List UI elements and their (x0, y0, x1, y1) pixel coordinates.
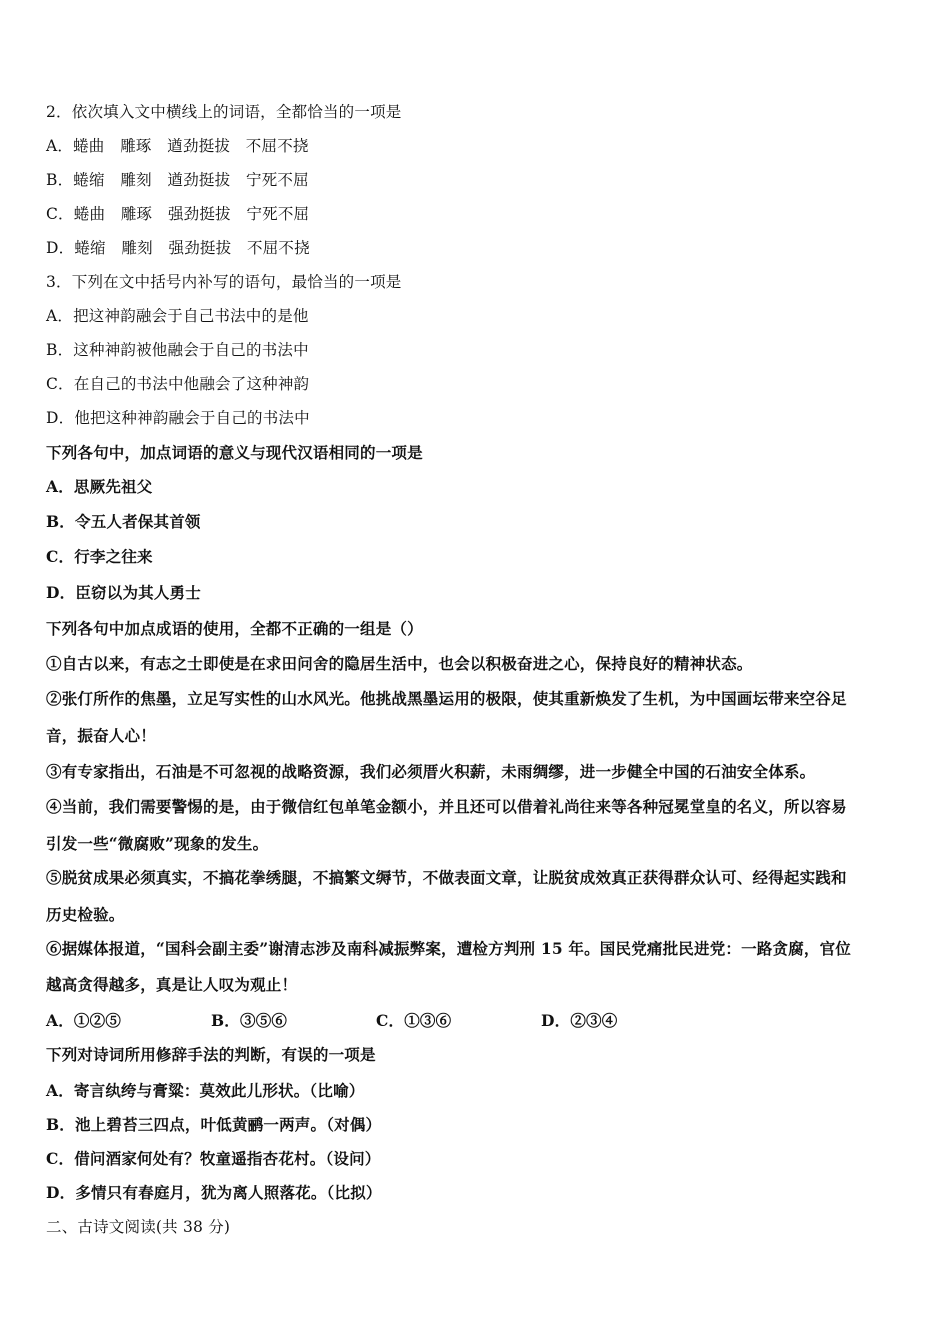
q5-choice-a: A．①②⑤ (46, 1011, 122, 1030)
q5-item-5-cont: 历史检验。 (46, 905, 125, 924)
q2-stem: 2．依次填入文中横线上的词语，全都恰当的一项是 (46, 103, 402, 121)
q5-choice-b: B．③⑤⑥ (211, 1011, 288, 1030)
q3-stem: 3．下列在文中括号内补写的语句，最恰当的一项是 (46, 273, 402, 291)
q5-item-2: ②张仃所作的焦墨，立足写实性的山水风光。他挑战黑墨运用的极限，使其重新焕发了生机，为中国画坛带来空谷足 (46, 689, 847, 708)
q5-item-3: ③有专家指出，石油是不可忽视的战略资源，我们必须厝火积薪，未雨绸缪，进一步健全中国的石油安全体系。 (46, 762, 816, 781)
q5-item-6: ⑥据媒体报道，“国科会副主委”谢清志涉及南科减振弊案，遭检方判刑 15 年。国民党痛批民进党：一路贪腐，官位 (46, 939, 851, 958)
q4-option-c: C．行李之往来 (46, 547, 153, 566)
q6-option-d: D．多情只有春庭月，犹为离人照落花。（比拟） (46, 1183, 382, 1202)
q2-option-a: A．蜷曲 雕琢 遒劲挺拔 不屈不挠 (46, 137, 309, 155)
q2-option-c: C．蜷曲 雕琢 强劲挺拔 宁死不屈 (46, 205, 310, 223)
q5-item-4-cont: 引发一些“微腐败”现象的发生。 (46, 834, 269, 853)
q3-option-a: A．把这神韵融会于自己书法中的是他 (46, 307, 309, 325)
q5-choices (46, 1011, 646, 1031)
q5-item-2-cont: 音，振奋人心！ (46, 726, 156, 745)
q6-stem: 下列对诗词所用修辞手法的判断，有误的一项是 (46, 1045, 376, 1064)
q3-option-c: C．在自己的书法中他融会了这种神韵 (46, 375, 310, 393)
q4-option-a: A．思厥先祖父 (46, 477, 153, 496)
q5-item-4: ④当前，我们需要警惕的是，由于微信红包单笔金额小，并且还可以借着礼尚往来等各种冠冕堂皇的名义，所以容易 (46, 797, 847, 816)
q4-option-d: D．臣窃以为其人勇士 (46, 583, 201, 602)
q2-option-d: D．蜷缩 雕刻 强劲挺拔 不屈不挠 (46, 239, 310, 257)
q5-item-5: ⑤脱贫成果必须真实，不搞花拳绣腿，不搞繁文缛节，不做表面文章，让脱贫成效真正获得群众认可、经得起实践和 (46, 868, 847, 887)
q6-option-a: A．寄言纨绔与膏粱：莫效此儿形状。（比喻） (46, 1081, 365, 1100)
q3-option-b: B．这种神韵被他融会于自己的书法中 (46, 341, 309, 359)
section-heading: 二、古诗文阅读(共 38 分) (46, 1218, 231, 1236)
q5-choice-d: D．②③④ (541, 1011, 618, 1030)
q5-item-1: ①自古以来，有志之士即使是在求田问舍的隐居生活中，也会以积极奋进之心，保持良好的精神状态。 (46, 654, 753, 673)
q4-stem: 下列各句中，加点词语的意义与现代汉语相同的一项是 (46, 443, 423, 462)
q5-choice-c: C．①③⑥ (376, 1011, 452, 1030)
q6-option-c: C．借问酒家何处有？牧童遥指杏花村。（设问） (46, 1149, 381, 1168)
q6-option-b: B．池上碧苔三四点，叶低黄鹂一两声。（对偶） (46, 1115, 382, 1134)
q2-option-b: B．蜷缩 雕刻 遒劲挺拔 宁死不屈 (46, 171, 309, 189)
q5-stem: 下列各句中加点成语的使用，全都不正确的一组是（） (46, 619, 423, 638)
q3-option-d: D．他把这种神韵融会于自己的书法中 (46, 409, 310, 427)
q4-option-b: B．令五人者保其首领 (46, 512, 201, 531)
q5-item-6-cont: 越高贪得越多，真是让人叹为观止！ (46, 975, 298, 994)
